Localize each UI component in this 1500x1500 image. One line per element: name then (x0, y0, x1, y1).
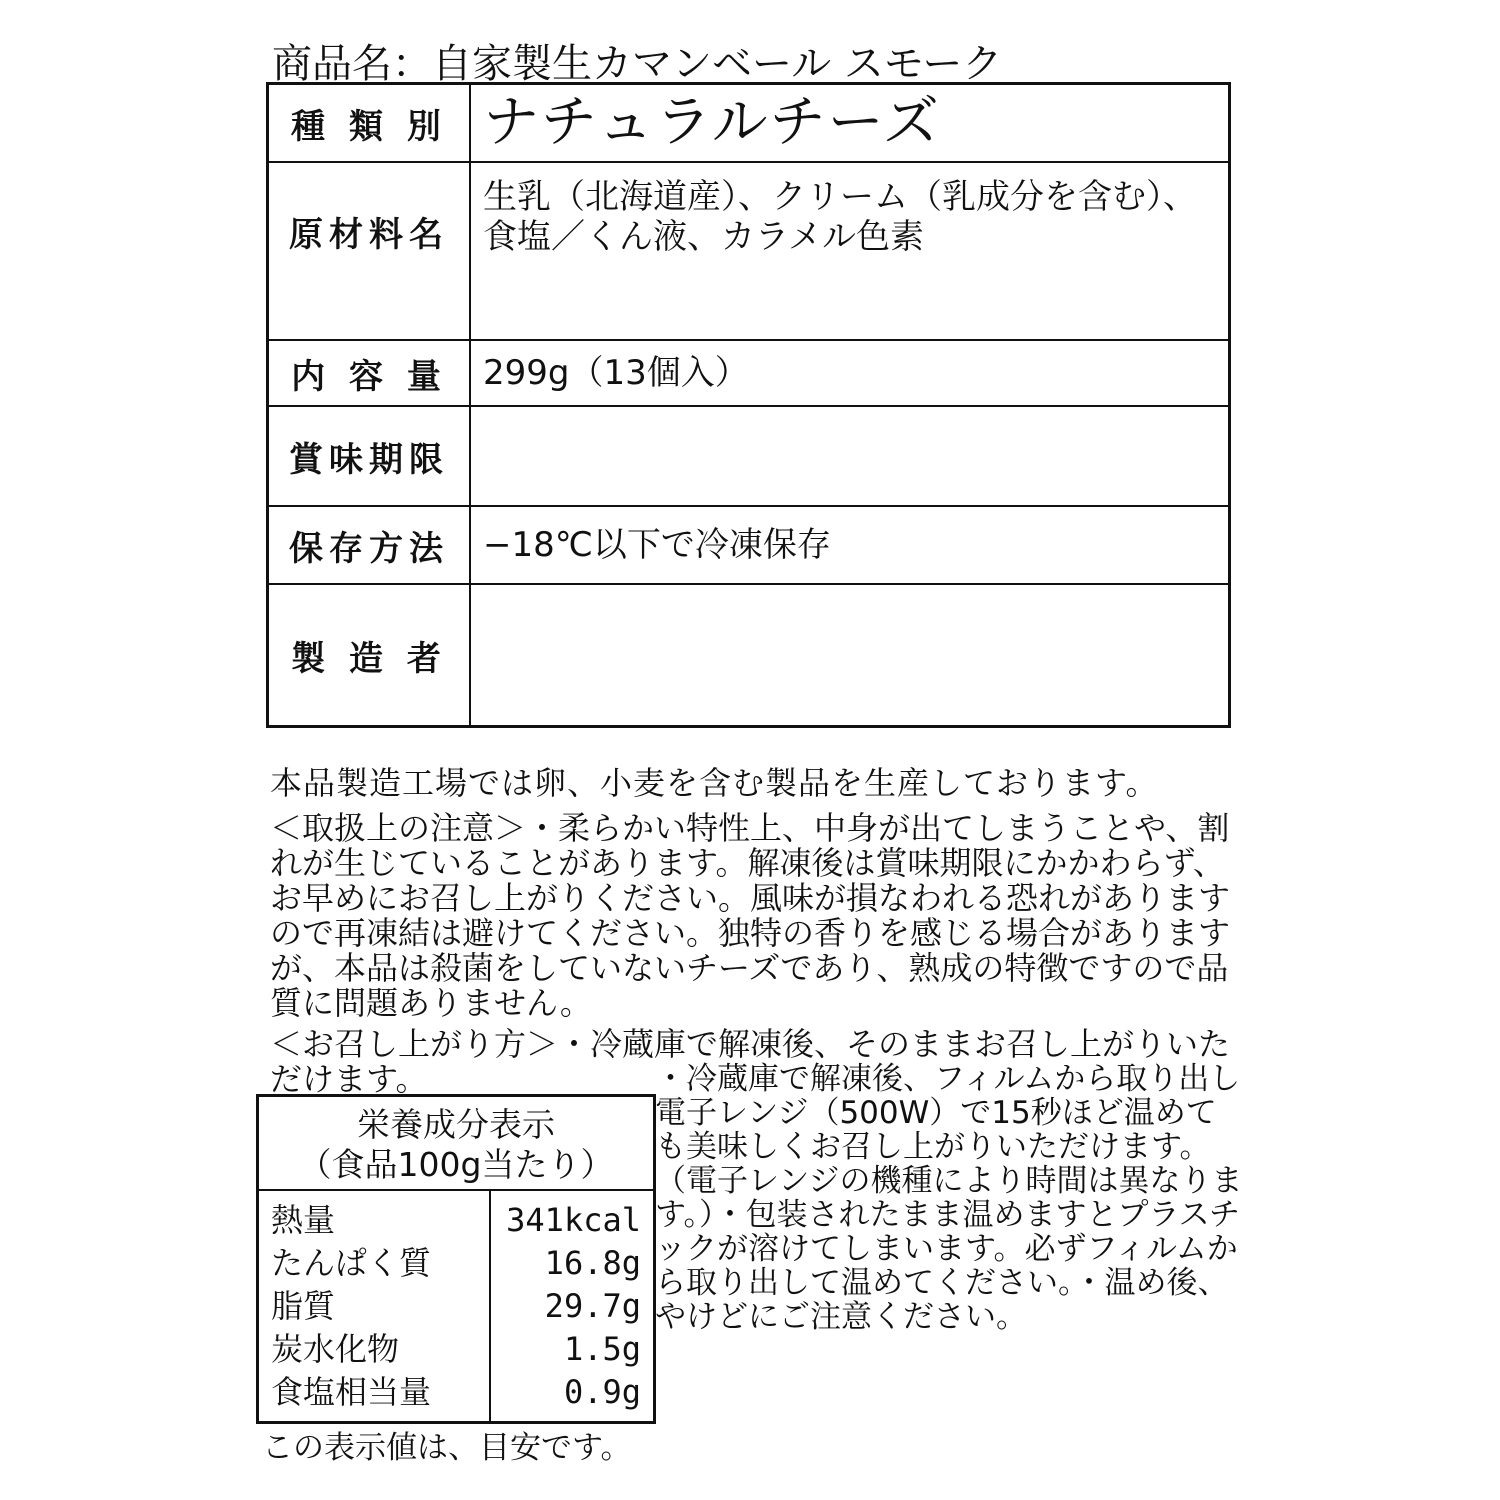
nutrition-subtitle: （食品100g当たり） (298, 1145, 614, 1184)
spec-value-content: 299g（13個入） (483, 353, 749, 393)
nutrient-value: 341kcal (506, 1201, 641, 1239)
nutrition-body (259, 1191, 653, 1421)
product-spec-table (266, 82, 1231, 728)
product-name: 商品名：自家製生カマンベール スモーク (272, 41, 1003, 87)
nutrient-label: 脂質 (271, 1287, 336, 1325)
spec-value-storage: −18℃以下で冷凍保存 (483, 525, 831, 565)
handling-note: ＜取扱上の注意＞・柔らかい特性上、中身が出てしまうことや、割れが生じていることがあります。解凍後は賞味期限にかかわらず、お早めにお召し上がりください。風味が損なわれる恐れがありますので再凍結は避けてください。独特の香りを感じる場合がありますが、本品は殺菌をしていないチーズであり、熟成の特徴ですので品質に問題ありません。 (270, 809, 1231, 1022)
spec-label-best-before: 賞味期限 (269, 407, 471, 505)
spec-value-manufacturer (471, 585, 1228, 725)
spec-row-type (269, 85, 1228, 163)
spec-row-manufacturer (269, 585, 1228, 725)
spec-value-ingredients (471, 163, 1228, 339)
nutrition-table (256, 1094, 656, 1424)
spec-label-ingredients: 原材料名 (269, 163, 471, 339)
nutrient-label: 食塩相当量 (271, 1373, 432, 1411)
ingredients-line-1: 生乳（北海道産）、クリーム（乳成分を含む）、 (483, 177, 1197, 217)
spec-row-storage (269, 507, 1228, 585)
footer-note: この表示値は、目安です。 (262, 1430, 632, 1466)
nutrient-value: 0.9g (563, 1373, 641, 1411)
nutrition-title: 栄養成分表示 (357, 1105, 555, 1144)
spec-label-storage: 保存方法 (269, 507, 471, 583)
nutrient-label: たんぱく質 (271, 1244, 432, 1282)
spec-value-type: ナチュラルチーズ (483, 90, 941, 155)
nutrient-label: 炭水化物 (271, 1330, 400, 1368)
spec-row-ingredients (269, 163, 1228, 341)
spec-row-best-before (269, 407, 1228, 507)
nutrition-header (259, 1097, 653, 1191)
allergen-note: 本品製造工場では卵、小麦を含む製品を生産しております。 (270, 764, 1159, 802)
spec-value-best-before (471, 407, 1228, 505)
nutrition-values (491, 1191, 653, 1421)
nutrition-labels (259, 1191, 491, 1421)
serving-note: ＜お召し上がり方＞・冷蔵庫で解凍後、そのままお召し上がりいただけます。 (270, 1025, 1231, 1098)
nutrient-value: 16.8g (544, 1244, 641, 1282)
spec-label-manufacturer: 製 造 者 (269, 585, 471, 725)
nutrient-value: 29.7g (544, 1287, 641, 1325)
nutrient-value: 1.5g (563, 1330, 641, 1368)
notes-section (270, 766, 1245, 1103)
spec-label-content: 内 容 量 (269, 341, 471, 405)
spec-row-content (269, 341, 1228, 407)
nutrient-label: 熱量 (271, 1201, 336, 1239)
ingredients-line-2: 食塩／くん液、カラメル色素 (483, 217, 924, 257)
microwave-note: ・冷蔵庫で解凍後、フィルムから取り出し電子レンジ（500W）で15秒ほど温めても美味しくお召し上がりいただけます。（電子レンジの機種により時間は異なります。）・包装されたまま温めますとプラスチックが溶けてしまいます。必ずフィルムから取り出して温めてください。・温め後、やけどにご注意ください。 (655, 1061, 1243, 1335)
spec-label-type: 種 類 別 (269, 85, 471, 161)
